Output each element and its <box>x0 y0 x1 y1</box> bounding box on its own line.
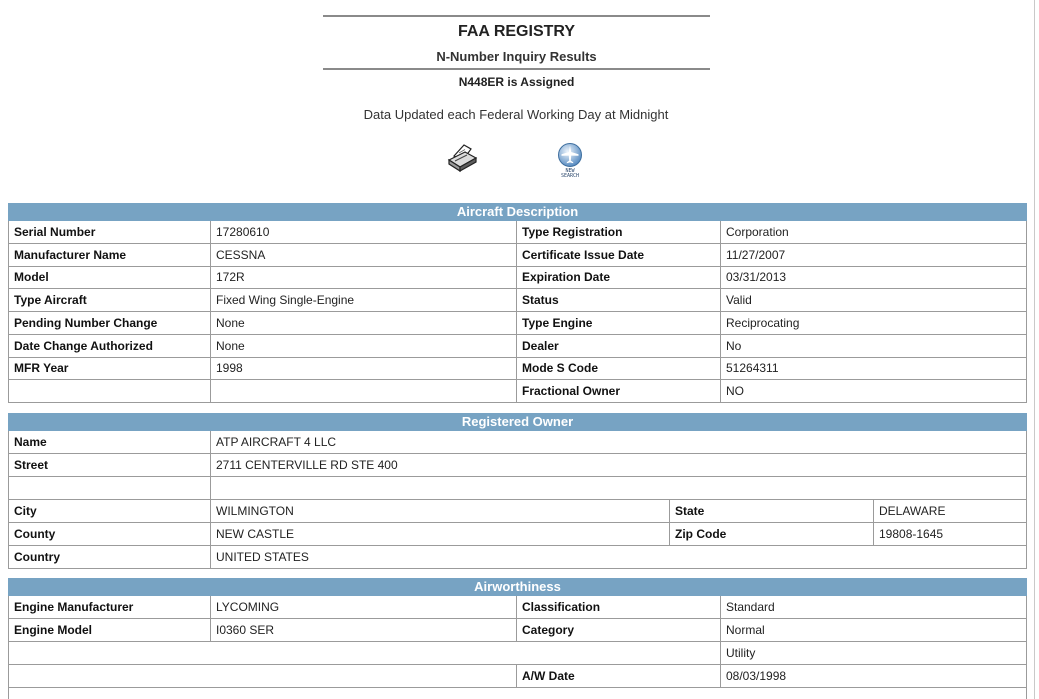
table-row <box>9 357 1027 380</box>
print-button[interactable] <box>446 142 478 174</box>
new-search-button[interactable] <box>556 142 584 182</box>
country-value: UNITED STATES <box>211 546 1027 569</box>
section-title-aircraft-description: Aircraft Description <box>9 204 1027 221</box>
state-value: DELAWARE <box>874 500 1027 523</box>
category-value: Normal <box>721 619 1027 642</box>
airplane-globe-icon[interactable] <box>557 142 583 168</box>
table-row <box>9 243 1027 266</box>
mode-s-code-label: Mode S Code <box>517 357 721 380</box>
city-value: WILMINGTON <box>211 500 670 523</box>
date-change-authorized-label: Date Change Authorized <box>9 334 211 357</box>
header-top-rule <box>323 15 710 17</box>
serial-number-value: 17280610 <box>211 221 517 244</box>
empty-cell <box>211 477 1027 500</box>
expiration-date-label: Expiration Date <box>517 266 721 289</box>
type-aircraft-label: Type Aircraft <box>9 289 211 312</box>
classification-value: Standard <box>721 596 1027 619</box>
table-row <box>9 500 1027 523</box>
category-label: Category <box>517 619 721 642</box>
table-row <box>9 596 1027 619</box>
empty-cell <box>9 477 211 500</box>
owner-name-value: ATP AIRCRAFT 4 LLC <box>211 431 1027 454</box>
date-change-authorized-value: None <box>211 334 517 357</box>
empty-cell <box>9 380 211 403</box>
type-engine-label: Type Engine <box>517 312 721 335</box>
table-row <box>9 266 1027 289</box>
empty-cell <box>9 665 517 688</box>
table-row <box>9 477 1027 500</box>
street-value: 2711 CENTERVILLE RD STE 400 <box>211 454 1027 477</box>
country-label: Country <box>9 546 211 569</box>
airworthiness-table <box>8 578 1027 699</box>
engine-manufacturer-value: LYCOMING <box>211 596 517 619</box>
model-label: Model <box>9 266 211 289</box>
header-bottom-rule <box>323 68 710 70</box>
update-note: Data Updated each Federal Working Day at Midnight <box>363 107 669 122</box>
zip-code-label: Zip Code <box>670 523 874 546</box>
county-label: County <box>9 523 211 546</box>
page-title: FAA REGISTRY <box>457 23 576 40</box>
manufacturer-name-value: CESSNA <box>211 243 517 266</box>
status-value: Valid <box>721 289 1027 312</box>
printer-icon[interactable] <box>446 142 478 174</box>
empty-cell <box>9 642 721 665</box>
assignment-status: N448ER is Assigned <box>458 75 575 89</box>
dealer-value: No <box>721 334 1027 357</box>
type-registration-value: Corporation <box>721 221 1027 244</box>
table-row <box>9 454 1027 477</box>
pending-number-change-value: None <box>211 312 517 335</box>
table-row <box>9 523 1027 546</box>
type-aircraft-value: Fixed Wing Single-Engine <box>211 289 517 312</box>
city-label: City <box>9 500 211 523</box>
manufacturer-name-label: Manufacturer Name <box>9 243 211 266</box>
table-row <box>9 380 1027 403</box>
mode-s-code-value: 51264311 <box>721 357 1027 380</box>
empty-cell <box>211 380 517 403</box>
table-row <box>9 546 1027 569</box>
engine-model-label: Engine Model <box>9 619 211 642</box>
street-label: Street <box>9 454 211 477</box>
status-label: Status <box>517 289 721 312</box>
empty-cell <box>9 688 1027 699</box>
table-row <box>9 665 1027 688</box>
classification-label: Classification <box>517 596 721 619</box>
engine-model-value: I0360 SER <box>211 619 517 642</box>
type-registration-label: Type Registration <box>517 221 721 244</box>
model-value: 172R <box>211 266 517 289</box>
certificate-issue-date-value: 11/27/2007 <box>721 243 1027 266</box>
table-row <box>9 221 1027 244</box>
table-row <box>9 619 1027 642</box>
table-row <box>9 334 1027 357</box>
mfr-year-label: MFR Year <box>9 357 211 380</box>
certificate-issue-date-label: Certificate Issue Date <box>517 243 721 266</box>
table-row <box>9 688 1027 699</box>
county-value: NEW CASTLE <box>211 523 670 546</box>
engine-manufacturer-label: Engine Manufacturer <box>9 596 211 619</box>
section-title-airworthiness: Airworthiness <box>9 579 1027 596</box>
page-subtitle: N-Number Inquiry Results <box>436 49 597 64</box>
owner-name-label: Name <box>9 431 211 454</box>
type-engine-value: Reciprocating <box>721 312 1027 335</box>
fractional-owner-value: NO <box>721 380 1027 403</box>
aw-date-label: A/W Date <box>517 665 721 688</box>
section-header <box>9 579 1027 596</box>
aw-date-value: 08/03/1998 <box>721 665 1027 688</box>
aircraft-description-table <box>8 203 1027 403</box>
section-header <box>9 204 1027 221</box>
table-row <box>9 642 1027 665</box>
state-label: State <box>670 500 874 523</box>
dealer-label: Dealer <box>517 334 721 357</box>
serial-number-label: Serial Number <box>9 221 211 244</box>
table-row <box>9 289 1027 312</box>
expiration-date-value: 03/31/2013 <box>721 266 1027 289</box>
registered-owner-table <box>8 413 1027 569</box>
table-row <box>9 431 1027 454</box>
category-value: Utility <box>721 642 1027 665</box>
fractional-owner-label: Fractional Owner <box>517 380 721 403</box>
frame-border <box>1034 0 1039 699</box>
table-row <box>9 312 1027 335</box>
zip-code-value: 19808-1645 <box>874 523 1027 546</box>
mfr-year-value: 1998 <box>211 357 517 380</box>
section-header <box>9 414 1027 431</box>
pending-number-change-label: Pending Number Change <box>9 312 211 335</box>
new-search-label[interactable]: NEW SEARCH <box>560 168 580 179</box>
section-title-registered-owner: Registered Owner <box>9 414 1027 431</box>
